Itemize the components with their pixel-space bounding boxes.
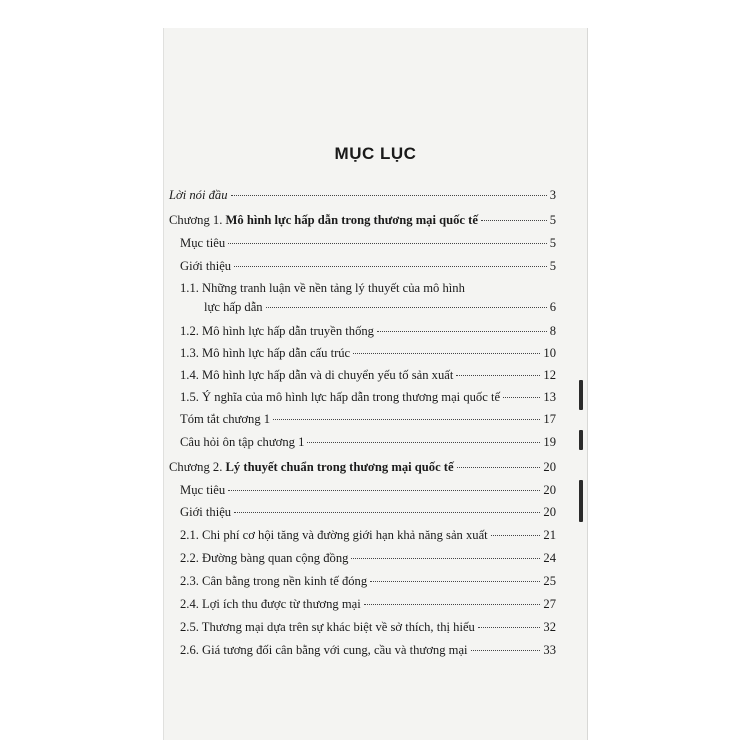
toc-title: MỤC LỤC (334, 144, 417, 163)
toc-entry-page: 17 (543, 412, 556, 426)
toc-entry-page: 24 (543, 551, 556, 565)
leader-dots (234, 266, 547, 267)
page-edge-mark (579, 480, 583, 522)
toc-entry-page: 5 (549, 236, 556, 250)
toc-entry-label-line1[interactable]: 1.1. Những tranh luận về nền tảng lý thuyết của mô hình (180, 281, 465, 295)
toc-entry-label: 2.1. Chi phí cơ hội tăng và đường giới hạn khả năng sản xuất (180, 528, 488, 542)
toc-entry-page: 20 (543, 505, 556, 519)
leader-dots (377, 331, 547, 332)
toc-entry-label: Mục tiêu (180, 483, 226, 497)
leader-dots (228, 490, 540, 491)
book-page (163, 28, 588, 740)
page-edge-mark (579, 380, 583, 410)
toc-entry-label: Lời nói đầu (169, 188, 228, 202)
toc-entry-page: 32 (543, 620, 556, 634)
toc-entry[interactable] (180, 259, 556, 274)
toc-entry-label: Tóm tắt chương 1 (180, 412, 271, 426)
toc-entry-label: lực hấp dẫn (204, 300, 263, 314)
leader-dots (234, 512, 540, 513)
toc-chapter-label: Chương 1. Mô hình lực hấp dẫn trong thương mại quốc tế (169, 213, 478, 227)
toc-entry-page: 25 (543, 574, 556, 588)
toc-entry-preface[interactable] (169, 188, 556, 203)
toc-entry-label: 1.2. Mô hình lực hấp dẫn truyền thống (180, 324, 374, 338)
toc-entry-label: 1.5. Ý nghĩa của mô hình lực hấp dẫn trong thương mại quốc tế (180, 390, 501, 404)
toc-entry-page: 5 (549, 213, 556, 227)
toc-entry[interactable] (180, 390, 556, 405)
toc-entry-page: 33 (543, 643, 556, 657)
toc-chapter-2[interactable] (169, 460, 556, 475)
toc-entry-label: 2.3. Cân bằng trong nền kinh tế đóng (180, 574, 368, 588)
toc-entry-page: 20 (543, 483, 556, 497)
toc-entry[interactable] (180, 574, 556, 589)
toc-entry-page: 10 (543, 346, 556, 360)
toc-entry-page: 12 (543, 368, 556, 382)
toc-entry-label: 2.5. Thương mại dựa trên sự khác biệt về sở thích, thị hiếu (180, 620, 475, 634)
leader-dots (370, 581, 540, 582)
leader-dots (353, 353, 540, 354)
toc-entry[interactable] (180, 324, 556, 339)
toc-entry[interactable] (180, 505, 556, 520)
toc-entry[interactable] (180, 551, 556, 566)
toc-chapter-label: Chương 2. Lý thuyết chuẩn trong thương mại quốc tế (169, 460, 454, 474)
toc-entry-label: Câu hỏi ôn tập chương 1 (180, 435, 305, 449)
leader-dots (481, 220, 547, 221)
toc-entry[interactable] (180, 483, 556, 498)
leader-dots (266, 307, 547, 308)
leader-dots (457, 467, 541, 468)
toc-entry-label: 1.3. Mô hình lực hấp dẫn cấu trúc (180, 346, 351, 360)
leader-dots (478, 627, 541, 628)
toc-entry-label: 1.4. Mô hình lực hấp dẫn và di chuyển yếu tố sản xuất (180, 368, 454, 382)
toc-entry-page: 20 (543, 460, 556, 474)
toc-entry[interactable] (180, 620, 556, 635)
toc-entry[interactable] (204, 300, 556, 315)
toc-entry-page: 21 (543, 528, 556, 542)
toc-entry-page: 8 (549, 324, 556, 338)
toc-entry[interactable] (180, 528, 556, 543)
toc-entry-label: Giới thiệu (180, 505, 232, 519)
toc-entry-label: 2.6. Giá tương đối cân bằng với cung, cầu và thương mại (180, 643, 468, 657)
toc-entry-label: 2.2. Đường bàng quan cộng đồng (180, 551, 349, 565)
toc-entry-label: 2.4. Lợi ích thu được từ thương mại (180, 597, 361, 611)
toc-entry[interactable] (180, 346, 556, 361)
page-edge-mark (579, 430, 583, 450)
toc-chapter-1[interactable] (169, 213, 556, 228)
leader-dots (456, 375, 540, 376)
toc-entry-page: 3 (549, 188, 556, 202)
leader-dots (228, 243, 547, 244)
toc-entry-page: 19 (543, 435, 556, 449)
toc-entry-page: 13 (543, 390, 556, 404)
toc-entry[interactable] (180, 412, 556, 427)
leader-dots (491, 535, 541, 536)
leader-dots (503, 397, 540, 398)
leader-dots (307, 442, 540, 443)
leader-dots (471, 650, 541, 651)
toc-entry[interactable] (180, 643, 556, 658)
leader-dots (364, 604, 541, 605)
toc-entry-page: 5 (549, 259, 556, 273)
leader-dots (231, 195, 547, 196)
toc-entry[interactable] (180, 435, 556, 450)
toc-entry[interactable] (180, 597, 556, 612)
toc-entry-label: Giới thiệu (180, 259, 232, 273)
leader-dots (351, 558, 540, 559)
toc-entry-label: Mục tiêu (180, 236, 226, 250)
toc-entry[interactable] (180, 368, 556, 383)
leader-dots (273, 419, 540, 420)
toc-entry-page: 6 (549, 300, 556, 314)
toc-entry-page: 27 (543, 597, 556, 611)
toc-entry[interactable] (180, 236, 556, 251)
